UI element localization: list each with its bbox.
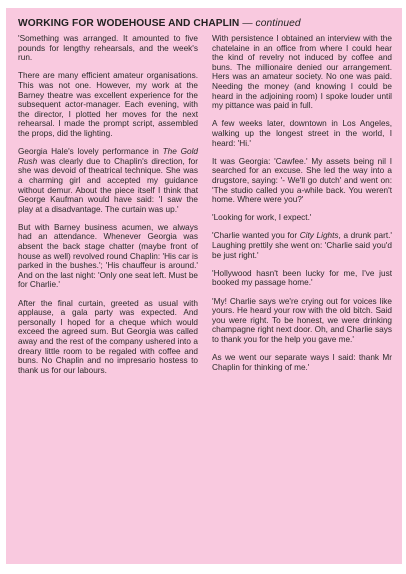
text-run: But with Barney business acumen, we always had an attendance. Whenever Georgia was absent the back stage chatter (maybe front of house as well) revolved round Chaplin: 'His car is parked in the bushes.'; 'His chauffeur is around.' And on the last night: 'Only one seat left. Must be for Charlie.' [18, 222, 198, 290]
paragraph [212, 157, 392, 205]
paragraph [18, 223, 198, 290]
header-title: WORKING FOR WODEHOUSE AND CHAPLIN [18, 18, 240, 29]
header-continued: — continued [242, 18, 301, 29]
text-run: was clearly due to Chaplin's direction, for she was devoid of theatrical technique. She was a charming girl and accepted my guidance without demur. About the piece itself I think that George Kaufman would have said: 'I saw the play at a disadvantage. The curtain was up.' [18, 156, 198, 214]
paragraph [18, 34, 198, 63]
paragraph [18, 71, 198, 138]
paragraph [212, 269, 392, 288]
paragraph [212, 213, 392, 223]
text-run: As we went our separate ways I said: thank Mr Chaplin for thinking of me.' [212, 353, 392, 372]
title-italic: The Gold Rush [18, 147, 199, 166]
text-run: 'Something was arranged. It amounted to five pounds for lengthy rehearsals, and the week's run. [18, 34, 198, 63]
text-run: Georgia Hale's lovely performance in [18, 147, 163, 157]
text-run: 'My! Charlie says we're crying out for voices like yours. He heard your row with the old bitch. Said you were right. To be honest, we were drinking champagne right next door. Oh, and Charlie says to thank you for the help you gave me.' [212, 296, 392, 344]
paragraph [18, 147, 198, 214]
text-run: A few weeks later, downtown in Los Angeles, walking up the longest street in the world, I heard: 'Hi.' [212, 119, 392, 148]
text-run: 'Hollywood hasn't been lucky for me, I've just booked my passage home.' [212, 268, 392, 288]
title-italic: City Lights [299, 231, 339, 241]
text-run: After the final curtain, greeted as usual with applause, a gala party was expected. And personally I hoped for a cheque which would exceed the agreed sum. But Georgia was called away and the rest of the company ushered into a dreary little room to be regaled with coffee and buns. No Chaplin and no impresario hostess to thank us for our labours. [18, 298, 198, 375]
paragraph [212, 353, 392, 372]
paragraph [212, 34, 392, 111]
text-run: 'Charlie wanted you for [212, 231, 300, 241]
text-run: , a drunk part.' Laughing prettily she went on: 'Charlie said you'd be just right.' [212, 231, 392, 260]
running-header [18, 18, 390, 29]
text-run: It was Georgia: 'Cawfee.' My assets being nil I searched for an excuse. She led the way into a drugstore, saying: '- We'll go dutch' and went on: 'The studio called you a-while back. You weren't home. Where were you?' [212, 156, 392, 205]
text-run: There are many efficient amateur organisations. This was not one. However, my work at the Barney theatre was excellent experience for the subsequent actor-manager. Each evening, with the director, I plotted her moves for the next rehearsal. I made the prompt script, assembled the props, did the lighting. [18, 71, 198, 138]
text-run: 'Looking for work, I expect.' [212, 213, 312, 223]
text-columns [18, 34, 392, 375]
right-column [212, 34, 392, 375]
left-column [18, 34, 198, 375]
paragraph [212, 297, 392, 345]
text-run: With persistence I obtained an interview with the chatelaine in an office from where I could hear the kind of revelry not induced by coffee and buns. The millionaire denied our arrangement. Hers was an amateur society. No one was paid. Needing the money (and knowing I could be heard in the adjoining room) I spoke louder until my pittance was paid in full. [212, 34, 392, 111]
paragraph [212, 231, 392, 260]
paragraph [212, 119, 392, 148]
paragraph [18, 299, 198, 376]
page [6, 8, 402, 564]
